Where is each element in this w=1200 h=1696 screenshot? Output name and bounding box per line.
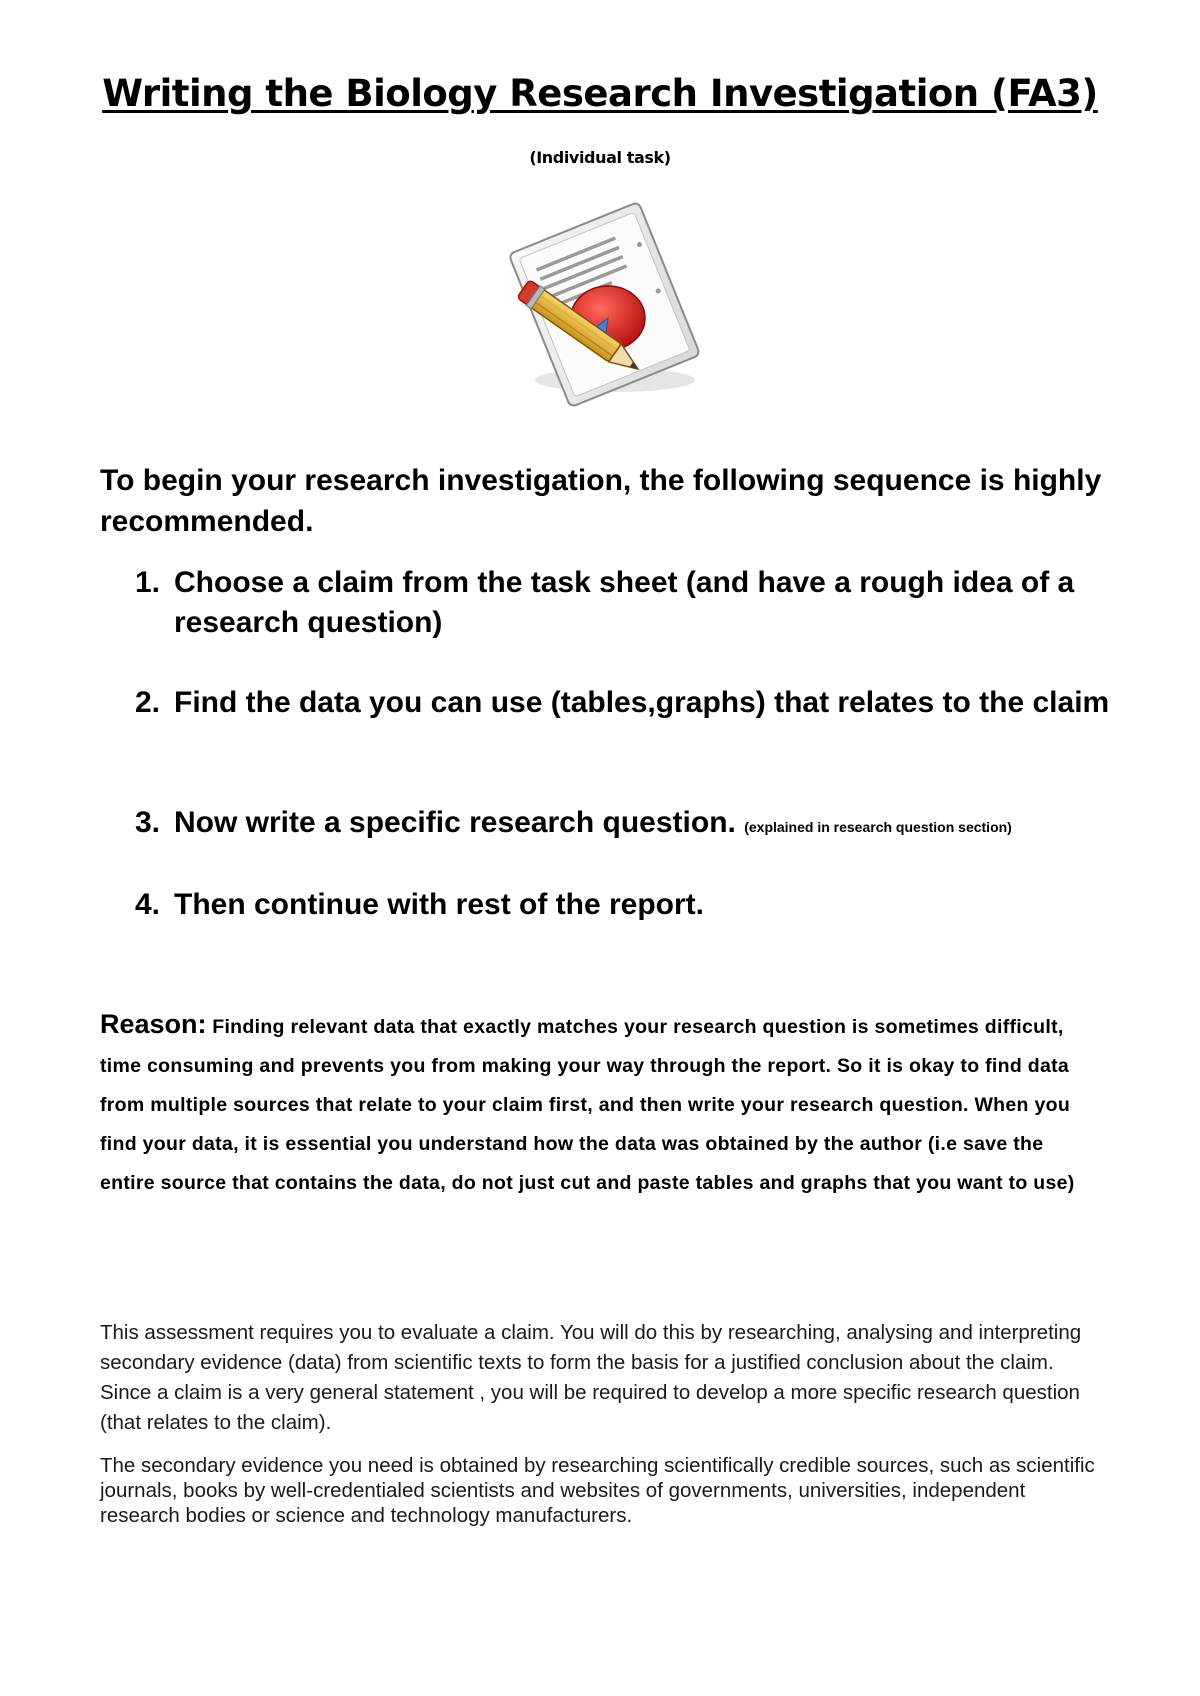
assessment-paragraph: This assessment requires you to evaluate a claim. You will do this by researching, analysing and interpreting secondary evidence (data) from scientific texts to form the basis for a justified conclusion about the claim. Since a claim is a very general statement , you will be required to develop a more specific research question (that relates to the claim). (100, 1321, 1082, 1434)
step-number: 2. (135, 686, 161, 719)
document-chart-pencil-icon (500, 200, 720, 415)
step-item (135, 563, 1125, 643)
step-text-wrapper (174, 803, 1125, 847)
step-number: 4. (135, 888, 161, 921)
step-text: Choose a claim from the task sheet (and have a rough idea of a research question) (174, 566, 1075, 639)
document-title: Writing the Biology Research Investigation (FA3) (102, 72, 1098, 115)
reason-label: Reason: (100, 1009, 207, 1039)
step-text: Then continue with rest of the report. (174, 888, 705, 921)
step-item (135, 885, 1125, 925)
step-text: Now write a specific research question. (174, 806, 736, 839)
evidence-paragraph: The secondary evidence you need is obtained by researching scientifically credible sources, such as scientific journals, books by well-credentialed scientists and websites of governments, universities, independent research bodies or science and technology manufacturers. (100, 1454, 1095, 1527)
step-note: (explained in research question section) (744, 819, 1012, 835)
step-number: 3. (135, 806, 161, 839)
step-item (135, 803, 1125, 847)
reason-paragraph (100, 1005, 1100, 1203)
step-number: 1. (135, 566, 161, 599)
step-text: Find the data you can use (tables,graphs) that relates to the claim (174, 686, 1110, 719)
reason-text: Finding relevant data that exactly matches your research question is sometimes difficult, time consuming and prevents you from making your way through the report. So it is okay to find data from multiple sources that relate to your claim first, and then write your research question. When you find your data, it is essential you understand how the data was obtained by the author (i.e save the entire source that contains the data, do not just cut and paste tables and graphs that you want to use) (100, 1016, 1075, 1194)
document-subtitle: (Individual task) (529, 148, 671, 167)
step-item (135, 683, 1125, 723)
intro-text: To begin your research investigation, the following sequence is highly recommended. (100, 464, 1102, 538)
